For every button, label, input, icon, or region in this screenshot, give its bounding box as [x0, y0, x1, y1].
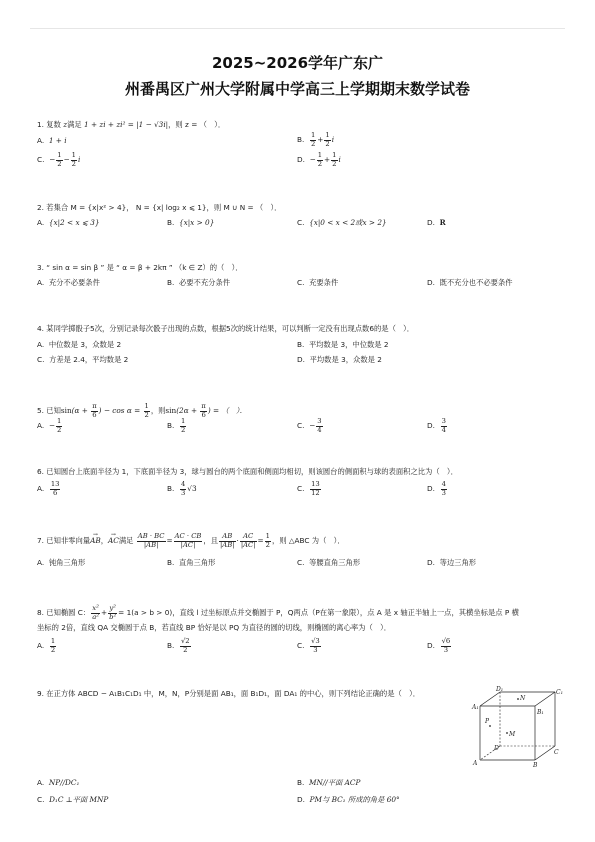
- label-a1: A₁: [472, 704, 479, 711]
- question-7-stem: 7. 已知非零向量→ AB，→ AC满足 $\frac{AB \cdot BC}{|AB|}$ = $\frac{AC \cdot CB}{|AC|}$ ，且 $\frac{AB}{|AB|}$ · $\frac{AC}{|AC|}$ = $\frac{1}{2}$ ，则 △ABC 为（ ）．: [37, 533, 345, 549]
- question-7-option-b[interactable]: B. 直角三角形: [167, 558, 216, 567]
- label-p: P: [485, 718, 490, 725]
- question-4-stem: 4. 某同学掷骰子5次，分别记录每次骰子出现的点数，根据5次的统计结果，可以判断一定没有出现点数6的是（ ）．: [37, 324, 415, 333]
- question-2-stem: 2. 若集合 M = {x|x² > 4}， N = {x| log₂ x ⩽ 1}，则 M ∪ N = （ ）．: [37, 203, 282, 212]
- question-5-option-b[interactable]: B. $\frac{1}{2}$: [167, 417, 186, 434]
- question-8-option-d[interactable]: D. $\frac{√6}{3}$: [427, 637, 451, 654]
- question-2-option-c[interactable]: C. {x|0 < x < 2或x > 2}: [297, 218, 387, 227]
- edge-b1c1: [535, 692, 555, 706]
- edge-a1d1: [480, 692, 500, 706]
- question-6-option-c[interactable]: C. $\frac{13}{12}$: [297, 480, 320, 497]
- question-8-stem-line2: 坐标的 2倍，直线 QA 交椭圆于点 B，若直线 BP 恰好是以 PQ 为直径的圆的切线，则椭圆的离心率为（ ）．: [37, 623, 392, 632]
- question-2-option-a[interactable]: A. {x|2 < x ⩽ 3}: [37, 218, 100, 227]
- question-7-option-c[interactable]: C. 等腰直角三角形: [297, 558, 361, 567]
- question-1-stem: 1. 复数 z满足 1 + zi + zi² = |1 − √3i|，则 z = （ ）．: [37, 120, 226, 129]
- edge-bc: [535, 746, 555, 760]
- question-3-option-a[interactable]: A. 充分不必要条件: [37, 278, 100, 287]
- label-c1: C₁: [556, 689, 563, 696]
- point-n: [517, 698, 519, 700]
- label-n: N: [520, 695, 526, 702]
- label-a: A: [473, 760, 478, 767]
- point-p: [489, 725, 491, 727]
- question-9-option-b[interactable]: B. MN//平面 ACP: [297, 778, 361, 787]
- question-2-option-d[interactable]: D. R: [427, 218, 446, 227]
- label-b1: B₁: [537, 709, 544, 716]
- question-3-option-d[interactable]: D. 既不充分也不必要条件: [427, 278, 513, 287]
- question-6-stem: 6. 已知圆台上底面半径为 1，下底面半径为 3，球与圆台的两个底面和侧面均相切，则该圆台的侧面积与球的表面积之比为（ ）．: [37, 467, 458, 476]
- point-m: [506, 732, 508, 734]
- question-1-option-a[interactable]: A. 1 + i: [37, 136, 67, 145]
- question-3-option-b[interactable]: B. 必要不充分条件: [167, 278, 231, 287]
- question-8-option-b[interactable]: B. $\frac{√2}{2}$: [167, 637, 190, 654]
- question-8-option-a[interactable]: A. $\frac{1}{2}$: [37, 637, 56, 654]
- page-title-line1: 2025~2026学年广东广: [211, 54, 384, 72]
- question-9-option-a[interactable]: A. NP//DC₁: [37, 778, 80, 787]
- question-5-option-c[interactable]: C. − $\frac{3}{4}$: [297, 417, 322, 434]
- question-3-option-c[interactable]: C. 充要条件: [297, 278, 339, 287]
- label-m: M: [509, 731, 516, 738]
- question-4-option-b[interactable]: B. 平均数是 3，中位数是 2: [297, 340, 389, 349]
- question-9-option-c[interactable]: C. D₁C ⊥平面 MNP: [37, 795, 109, 804]
- question-4-option-d[interactable]: D. 平均数是 3，众数是 2: [297, 355, 382, 364]
- question-1-option-c[interactable]: C. − $\frac{1}{2}$ − $\frac{1}{2}$ i: [37, 151, 81, 168]
- question-3-stem: 3. “ sin α = sin β ” 是 “ α = β + 2kπ ” （k ∈ Z）的（ ）．: [37, 263, 243, 272]
- question-1-option-b[interactable]: B. $\frac{1}{2}$ + $\frac{1}{2}$ i: [297, 131, 335, 148]
- label-d1: D₁: [496, 686, 504, 693]
- label-d: D: [494, 745, 499, 752]
- question-8-option-c[interactable]: C. $\frac{√3}{3}$: [297, 637, 320, 654]
- label-b: B: [533, 762, 538, 769]
- question-2-option-b[interactable]: B. {x|x > 0}: [167, 218, 215, 227]
- question-7-option-a[interactable]: A. 钝角三角形: [37, 558, 86, 567]
- question-4-option-c[interactable]: C. 方差是 2.4，平均数是 2: [37, 355, 129, 364]
- top-divider: [30, 28, 565, 29]
- question-5-option-a[interactable]: A. − $\frac{1}{2}$: [37, 417, 62, 434]
- question-9-option-d[interactable]: D. PM与 BC₁ 所成的角是 60°: [297, 795, 400, 804]
- question-6-option-a[interactable]: A. $\frac{13}{6}$: [37, 480, 60, 497]
- question-4-option-a[interactable]: A. 中位数是 3，众数是 2: [37, 340, 122, 349]
- question-6-option-b[interactable]: B. $\frac{4}{3}$ √3: [167, 480, 197, 497]
- question-5-stem: 5. 已知sin(α + $\frac{\pi}{6}$ ) − cos α = $\frac{1}{2}$ ，则sin(2α + $\frac{\pi}{6}$ ) = （ ）．: [37, 402, 247, 419]
- label-c: C: [554, 749, 559, 756]
- question-6-option-d[interactable]: D. $\frac{4}{3}$: [427, 480, 446, 497]
- cube-diagram: [470, 686, 563, 769]
- question-5-option-d[interactable]: D. $\frac{3}{4}$: [427, 417, 446, 434]
- question-8-stem: 8. 已知椭圆 C： $\frac{\text{x²}}{\text{a²}}$ + $\frac{\text{y²}}{\text{b²}}$ = 1(a > b > 0)，直线 l 过坐标原点并交椭圆于 P，Q两点（P在第一象限），点 A 是 x 轴正半轴上一点，其横坐标是点 P 横: [37, 604, 519, 621]
- question-7-option-d[interactable]: D. 等边三角形: [427, 558, 477, 567]
- page-title-line2: 州番禺区广州大学附属中学高三上学期期末数学试卷: [124, 80, 470, 98]
- question-9-stem: 9. 在正方体 ABCD − A₁B₁C₁D₁ 中，M，N，P分别是面 AB₁，面 B₁D₁，面 DA₁ 的中心，则下列结论正确的是（ ）．: [37, 689, 421, 698]
- question-1-option-d[interactable]: D. − $\frac{1}{2}$ + $\frac{1}{2}$ i: [297, 151, 341, 168]
